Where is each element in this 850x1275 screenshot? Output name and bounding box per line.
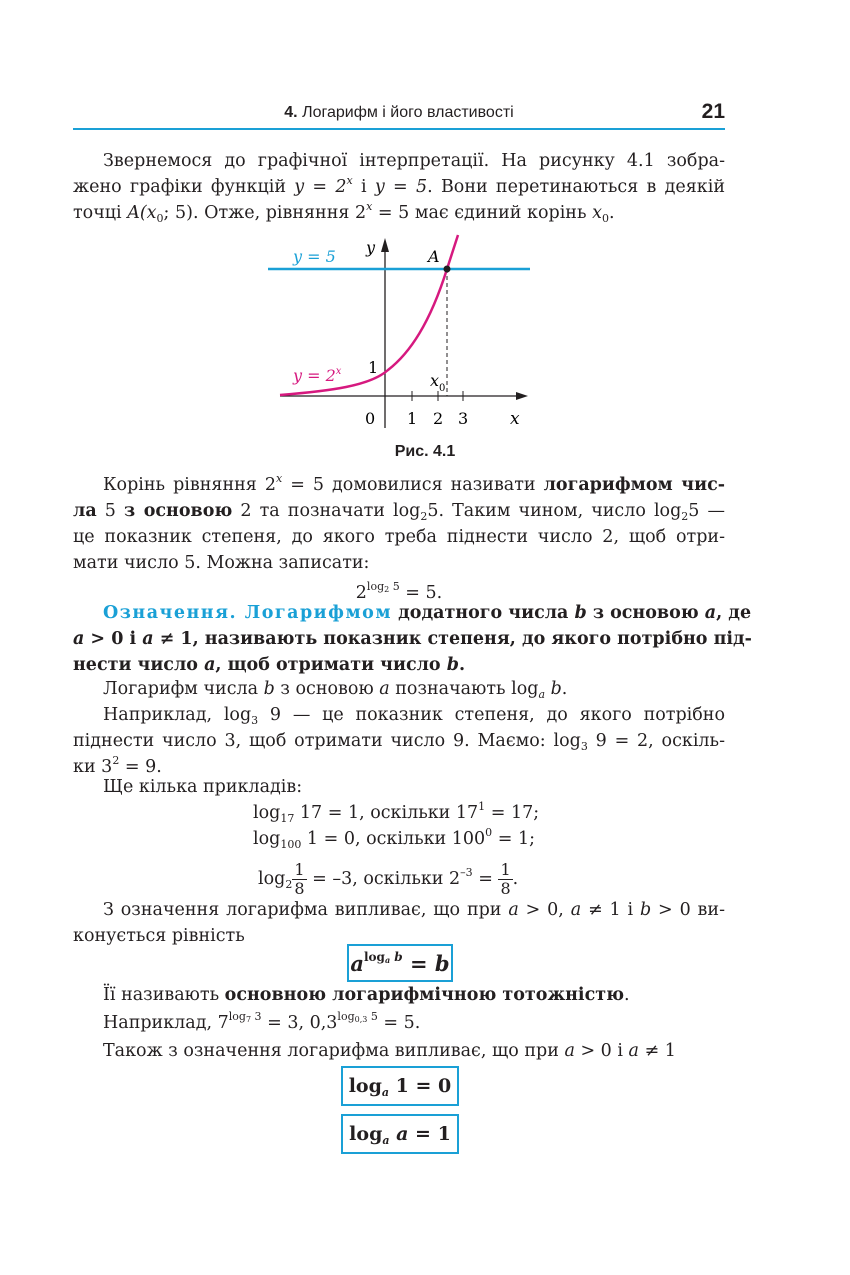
page-header [73, 100, 725, 130]
point-label-a: A [428, 247, 440, 266]
identity-examples: Наприклад, $7^{log7 3} = 3$, $0,3^{log0,3 5} = 5$. [103, 1010, 421, 1033]
x-tick-label-1: 1 [407, 409, 418, 428]
identity-paragraph [73, 897, 725, 949]
formula-2-log2-5: $2^{log2 5} = 5$. [355, 580, 443, 603]
axis-label-x: x [510, 409, 520, 429]
boxed-log-a-1: $\log_a 1 = 0$ [341, 1066, 459, 1106]
example-paragraph [73, 702, 725, 780]
example-line-3: ки $3^2 = 9$. [73, 754, 162, 777]
intercept-label: 1 [368, 358, 379, 377]
chapter-title: 4. Логарифм і його властивості [284, 104, 514, 121]
example-line-2: піднести число 3, щоб отримати число 9. Маємо: $\log_3 9 = 2$, оскіль- [73, 731, 725, 753]
notation-line: Логарифм числа b з основою a позначають $\log_a b$. [103, 679, 568, 701]
more-examples-title: Ще кілька прикладів: [103, 777, 303, 797]
intro-line-1: Звернемося до графічної інтерпретації. На рисунку 4.1 зобра- [103, 151, 725, 171]
identity-line-2: конується рівність [73, 926, 245, 946]
figure-caption: Рис. 4.1 [394, 443, 456, 460]
x-axis-arrow [516, 392, 528, 400]
x-tick-label-3: 3 [458, 409, 469, 428]
page-number: 21 [701, 100, 725, 123]
intro-paragraph [73, 148, 726, 226]
boxed-identity: $a^{loga b} = b$ [347, 944, 453, 982]
intro-line-2: жено графіки функцій $y = 2^x$ і y = 5. Вони перетинаються в деякій [73, 174, 726, 197]
label-y-equals-5: y = 5 [293, 247, 336, 266]
intro-line-3: точці $A(x_0$; 5). Отже, рівняння $2^x = 5$ має єдиний корінь $x_0$. [73, 200, 615, 225]
x-tick-label-2: 2 [433, 409, 444, 428]
definition-line-2: a > 0 і a ≠ 1, називають показник степеня, до якого потрібно під- [73, 629, 752, 649]
identity-name: Її називають основною логарифмічною тотожністю. [103, 985, 630, 1005]
definition-line-1: Означення. Логарифмом додатного числа b з основою a, де [103, 603, 752, 623]
definition-block [73, 600, 752, 678]
identity-name-paragraph [103, 982, 725, 1064]
axis-label-y: y [366, 238, 376, 257]
example-line-1: Наприклад, $\log_3 9$ — це показник степеня, до якого потрібно [103, 705, 725, 727]
identity-line-1: З означення логарифма випливає, що при a > 0, a ≠ 1 і b > 0 ви- [103, 900, 725, 920]
notation-paragraph [103, 676, 725, 702]
boxed-log-a-a: $\log_a a = 1$ [341, 1114, 459, 1154]
example-log2-fraction: $\log_2$ $\frac{1}{8}$ = –3, оскільки $2^{-3}$ = $\frac{1}{8}$ . [258, 860, 519, 898]
label-y-equals-2x: $y = 2^x$ [293, 366, 342, 385]
intersection-point [444, 266, 451, 273]
identity-also: Також з означення логарифма випливає, що при a > 0 і a ≠ 1 [103, 1041, 676, 1061]
more-examples [103, 774, 725, 902]
y-axis-arrow [381, 238, 389, 252]
origin-label: 0 [365, 409, 376, 428]
para2-line-2: ла 5 з основою 2 та позначати $\log_25$. Таким чином, число $\log_25$ — [73, 501, 725, 523]
para2-line-3: це показник степеня, до якого треба піднести число 2, щоб отри- [73, 527, 725, 547]
para2-line-4: мати число 5. Можна записати: [73, 553, 370, 573]
example-log100: $\log_{100} 1 = 0$, оскільки $100^0 = 1$; [253, 826, 535, 851]
para2-line-1: Корінь рівняння $2^x = 5$ домовилися називати логарифмом чис- [103, 472, 725, 495]
root-label: $x_0$ [430, 371, 446, 394]
figure-graph [260, 228, 550, 438]
example-log17: $\log_{17} 17 = 1$, оскільки $17^1 = 17$; [253, 800, 540, 825]
logarithm-intro-paragraph [73, 472, 725, 606]
definition-line-3: нести число a, щоб отримати число b. [73, 655, 466, 675]
